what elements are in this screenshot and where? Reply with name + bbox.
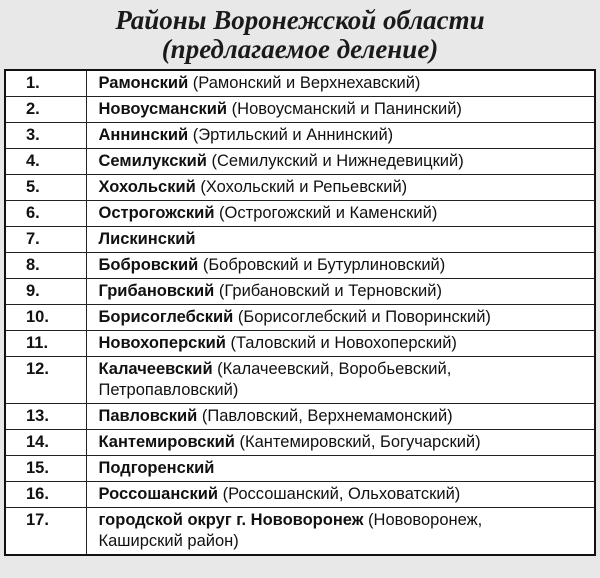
district-detail: (Острогожский и Каменский): [214, 204, 438, 222]
row-text: [86, 331, 595, 357]
districts-table: [4, 69, 596, 556]
row-number: 3.: [5, 123, 86, 149]
district-name: Россошанский: [98, 485, 219, 503]
table-row: [5, 253, 595, 279]
row-text: [86, 253, 595, 279]
row-text: [86, 357, 595, 404]
row-number: 6.: [5, 201, 86, 227]
row-number: 13.: [5, 404, 86, 430]
row-number: 2.: [5, 97, 86, 123]
table-row: [5, 508, 595, 556]
table-row: [5, 227, 595, 253]
row-number: 10.: [5, 305, 86, 331]
district-detail: (Борисоглебский и Поворинский): [233, 308, 491, 326]
district-name: Лискинский: [98, 230, 196, 248]
district-name: Грибановский: [98, 282, 215, 300]
district-name: Семилукский: [98, 152, 207, 170]
table-row: [5, 70, 595, 97]
district-name: Кантемировский: [98, 433, 235, 451]
row-number: 16.: [5, 482, 86, 508]
district-detail: (Нововоронеж,: [363, 511, 483, 529]
district-detail: (Грибановский и Терновский): [214, 282, 442, 300]
district-detail: (Таловский и Новохоперский): [225, 334, 457, 352]
district-detail: (Семилукский и Нижнедевицкий): [206, 152, 464, 170]
title-line-1: Районы Воронежской области: [115, 5, 485, 35]
district-detail-continued: Петропавловский): [98, 381, 239, 399]
table-row: [5, 175, 595, 201]
district-name: Бобровский: [98, 256, 199, 274]
district-name: Аннинский: [98, 126, 189, 144]
row-text: [86, 430, 595, 456]
row-text: [86, 70, 595, 97]
table-row: [5, 97, 595, 123]
table-row: [5, 279, 595, 305]
row-number: 5.: [5, 175, 86, 201]
row-number: 4.: [5, 149, 86, 175]
row-number: 7.: [5, 227, 86, 253]
district-name: Хохольский: [98, 178, 196, 196]
row-text: [86, 175, 595, 201]
district-detail: (Павловский, Верхнемамонский): [197, 407, 453, 425]
row-text: [86, 456, 595, 482]
row-text: [86, 508, 595, 556]
row-text: [86, 279, 595, 305]
row-text: [86, 227, 595, 253]
district-detail: (Эртильский и Аннинский): [188, 126, 394, 144]
table-row: [5, 331, 595, 357]
district-detail: (Рамонский и Верхнехавский): [188, 74, 421, 92]
row-number: 14.: [5, 430, 86, 456]
title-line-2: (предлагаемое деление): [161, 34, 439, 64]
row-number: 12.: [5, 357, 86, 404]
table-row: [5, 482, 595, 508]
table-row: [5, 404, 595, 430]
table-row: [5, 357, 595, 404]
district-name: городской округ г. Нововоронеж: [98, 511, 364, 529]
district-detail: (Хохольский и Репьевский): [195, 178, 408, 196]
row-text: [86, 305, 595, 331]
table-row: [5, 149, 595, 175]
district-name: Калачеевский: [98, 360, 213, 378]
district-name: Павловский: [98, 407, 198, 425]
district-name: Новоусманский: [98, 100, 228, 118]
district-detail: (Россошанский, Ольховатский): [218, 485, 461, 503]
row-number: 15.: [5, 456, 86, 482]
district-name: Борисоглебский: [98, 308, 234, 326]
row-text: [86, 201, 595, 227]
row-text: [86, 482, 595, 508]
district-detail: (Бобровский и Бутурлиновский): [198, 256, 446, 274]
district-detail-continued: Каширский район): [98, 532, 239, 550]
district-detail: (Кантемировский, Богучарский): [234, 433, 481, 451]
row-text: [86, 149, 595, 175]
district-name: Острогожский: [98, 204, 215, 222]
district-name: Подгоренский: [98, 459, 215, 477]
table-row: [5, 456, 595, 482]
row-text: [86, 97, 595, 123]
district-name: Новохоперский: [98, 334, 226, 352]
table-row: [5, 430, 595, 456]
table-row: [5, 305, 595, 331]
district-detail: (Новоусманский и Панинский): [227, 100, 462, 118]
row-number: 17.: [5, 508, 86, 556]
row-text: [86, 123, 595, 149]
row-number: 9.: [5, 279, 86, 305]
row-text: [86, 404, 595, 430]
district-detail: (Калачеевский, Воробьевский,: [212, 360, 452, 378]
row-number: 11.: [5, 331, 86, 357]
table-row: [5, 123, 595, 149]
row-number: 1.: [5, 70, 86, 97]
district-name: Рамонский: [98, 74, 189, 92]
row-number: 8.: [5, 253, 86, 279]
document-title: [0, 6, 600, 64]
table-row: [5, 201, 595, 227]
